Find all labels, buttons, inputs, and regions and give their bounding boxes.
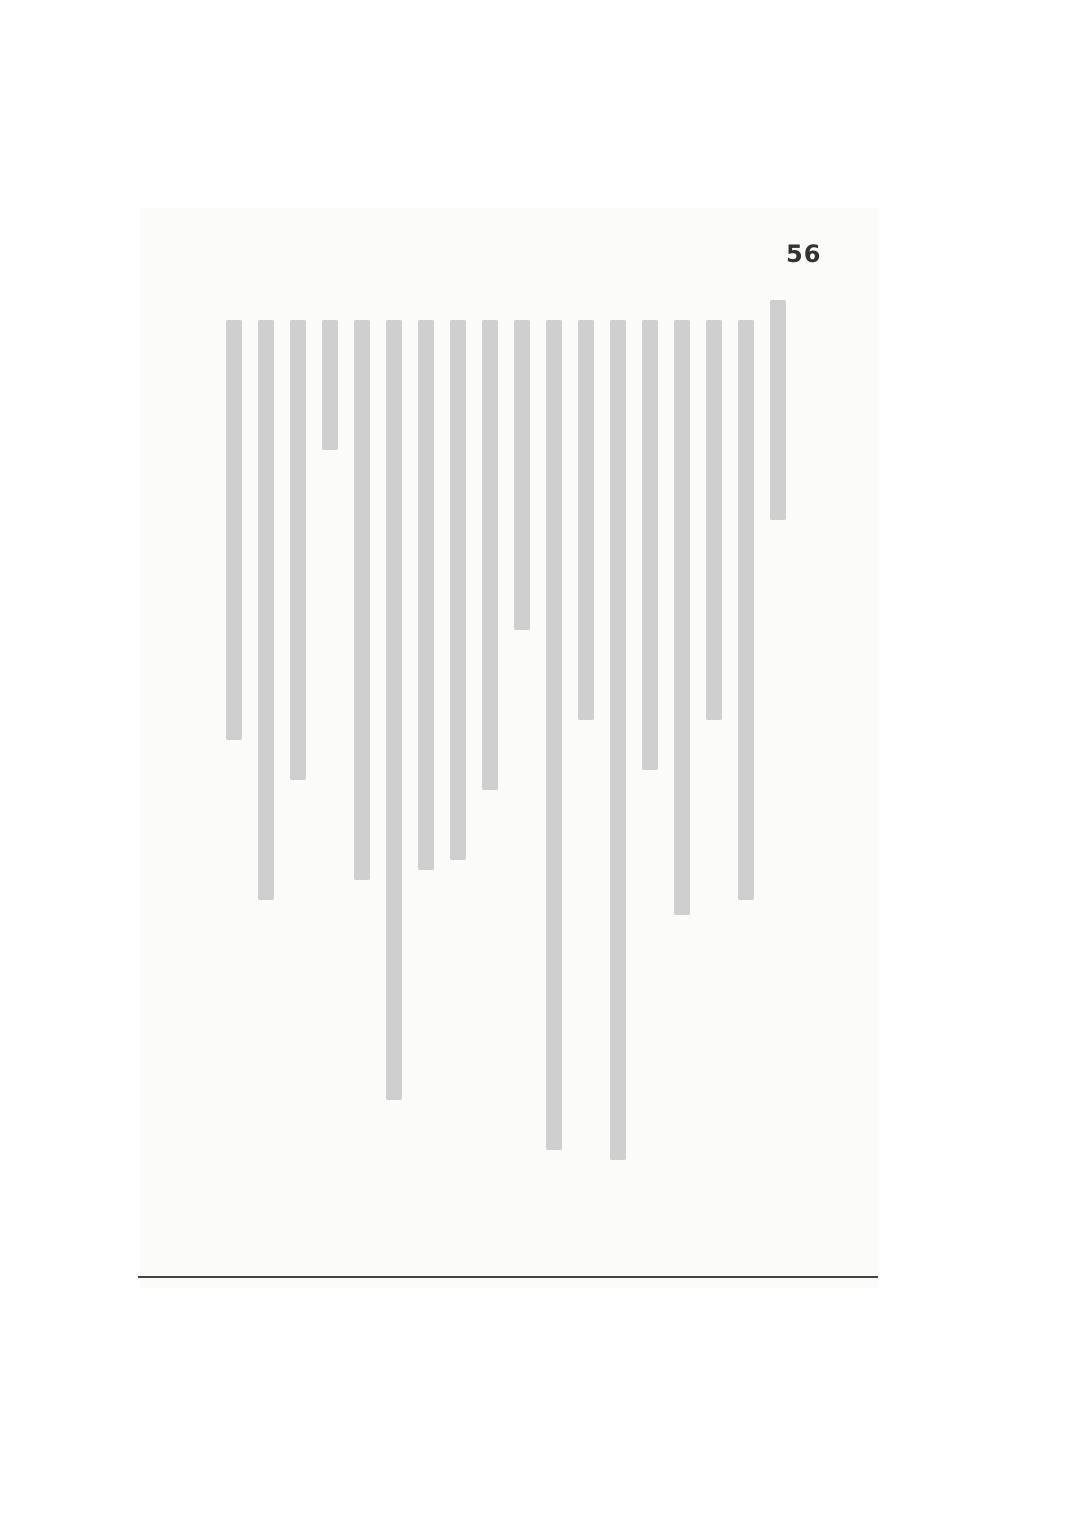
page-number: 56	[786, 240, 822, 268]
text-column-placeholder	[546, 320, 562, 1150]
text-column-placeholder	[290, 320, 306, 780]
text-column-placeholder	[450, 320, 466, 860]
text-column-placeholder	[578, 320, 594, 720]
text-column-placeholder	[258, 320, 274, 900]
text-column-placeholder	[418, 320, 434, 870]
text-column-placeholder	[386, 320, 402, 1100]
text-column-placeholder	[738, 320, 754, 900]
text-column-placeholder	[642, 320, 658, 770]
text-column-placeholder	[354, 320, 370, 880]
text-column-placeholder	[322, 320, 338, 450]
footer-rule	[138, 1276, 878, 1278]
text-column-placeholder	[674, 320, 690, 915]
text-column-placeholder	[770, 300, 786, 520]
text-column-placeholder	[514, 320, 530, 630]
text-column-placeholder	[482, 320, 498, 790]
scanned-page	[140, 208, 878, 1288]
text-column-placeholder	[706, 320, 722, 720]
text-column-placeholder	[610, 320, 626, 1160]
text-column-placeholder	[226, 320, 242, 740]
